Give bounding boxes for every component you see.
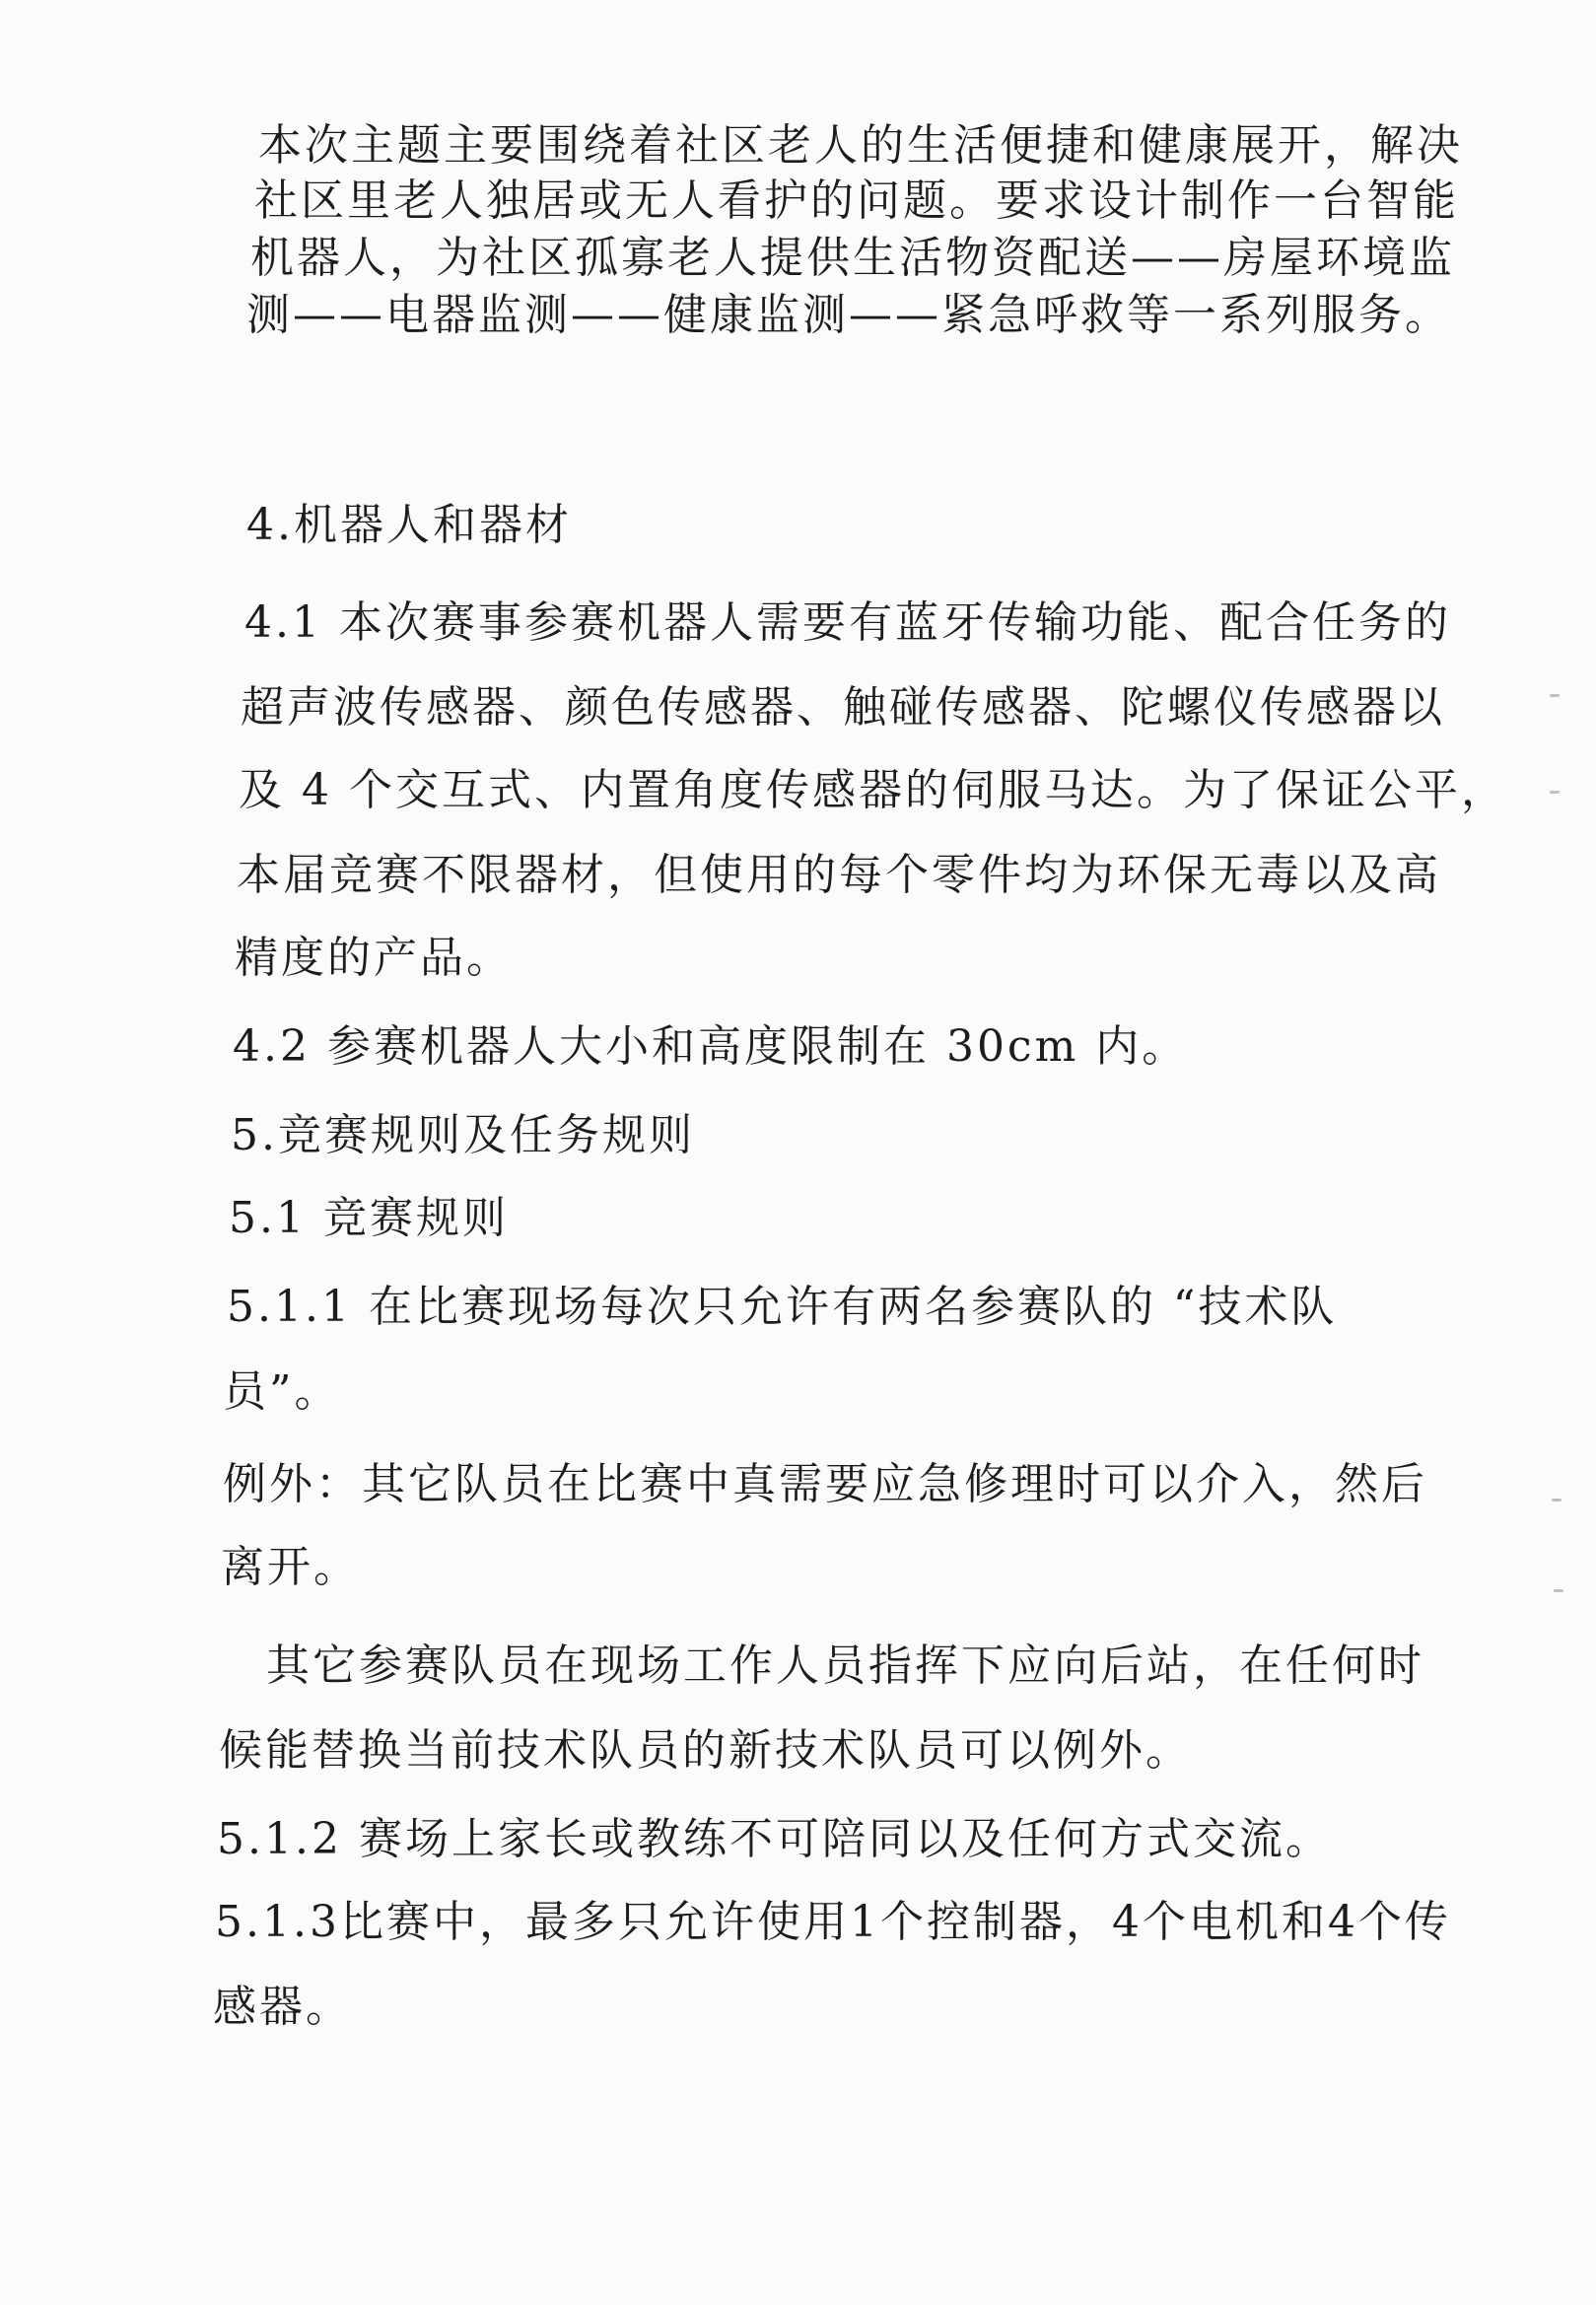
text-line: 测——电器监测——健康监测——紧急呼救等一系列服务。	[246, 290, 1451, 340]
text-line: 候能替换当前技术队员的新技术队员可以例外。	[219, 1725, 1192, 1776]
text-line: 本次主题主要围绕着社区老人的生活便捷和健康展开，解决	[258, 120, 1463, 171]
text-line: 感器。	[213, 1982, 352, 2032]
text-line: 例外：其它队员在比赛中真需要应急修理时可以介入，然后	[223, 1459, 1427, 1509]
subsection-heading: 5.1 竞赛规则	[229, 1193, 509, 1243]
section-heading: 5.竞赛规则及任务规则	[231, 1110, 695, 1160]
text-line: 本届竞赛不限器材，但使用的每个零件均为环保无毒以及高	[237, 850, 1441, 900]
scan-speck	[1550, 694, 1560, 697]
text-line: 离开。	[221, 1542, 360, 1592]
text-line: 精度的产品。	[235, 933, 513, 983]
text-line: 4.1 本次赛事参赛机器人需要有蓝牙传输功能、配合任务的	[244, 597, 1451, 648]
text-line: 及 4 个交互式、内置角度传感器的伺服马达。为了保证公平，	[239, 765, 1507, 815]
text-line: 5.1.3比赛中，最多只允许使用1个控制器，4个电机和4个传	[215, 1897, 1451, 1947]
text-line: 5.1.2 赛场上家长或教练不可陪同以及任何方式交流。	[217, 1814, 1332, 1864]
text-line: 其它参赛队员在现场工作人员指挥下应向后站，在任何时	[266, 1641, 1424, 1691]
scan-speck	[1550, 791, 1560, 794]
scan-speck	[1552, 1499, 1561, 1502]
text-line: 机器人，为社区孤寡老人提供生活物资配送——房屋环境监	[250, 233, 1455, 283]
text-line: 社区里老人独居或无人看护的问题。要求设计制作一台智能	[254, 175, 1459, 226]
text-line: 超声波传感器、颜色传感器、触碰传感器、陀螺仪传感器以	[241, 682, 1445, 733]
section-heading: 4.机器人和器材	[246, 500, 572, 550]
text-line: 4.2 参赛机器人大小和高度限制在 30cm 内。	[233, 1021, 1189, 1072]
text-line: 5.1.1 在比赛现场每次只允许有两名参赛队的 “技术队	[227, 1282, 1338, 1332]
text-line: 员”。	[223, 1366, 341, 1417]
scan-speck	[1554, 1589, 1563, 1592]
